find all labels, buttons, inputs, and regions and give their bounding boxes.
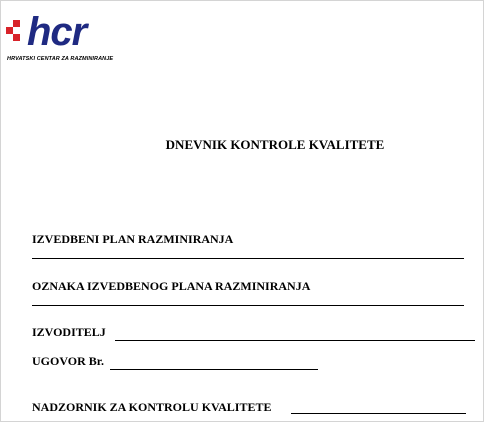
document-title: DNEVNIK KONTROLE KVALITETE [165,137,385,152]
contract-entry-line[interactable] [110,369,318,370]
plan-mark-entry-line[interactable] [32,305,464,306]
checkerboard-icon [6,20,20,41]
contractor-entry-line[interactable] [115,340,475,341]
field-label-supervisor: NADZORNIK ZA KONTROLU KVALITETE [32,400,272,414]
checker-square [13,20,20,27]
logo-caption: HRVATSKI CENTAR ZA RAZMINIRANJE [7,56,114,62]
plan-entry-line[interactable] [32,258,464,259]
field-label-contractor: IZVODITELJ [32,325,106,339]
checker-square [13,34,20,41]
supervisor-entry-line[interactable] [291,413,466,414]
field-label-plan: IZVEDBENI PLAN RAZMINIRANJA [32,232,234,246]
field-label-contract: UGOVOR Br. [32,354,104,368]
checker-square [6,27,13,34]
logo-wordmark: hcr [27,10,87,54]
field-label-plan-mark: OZNAKA IZVEDBENOG PLANA RAZMINIRANJA [32,279,311,293]
